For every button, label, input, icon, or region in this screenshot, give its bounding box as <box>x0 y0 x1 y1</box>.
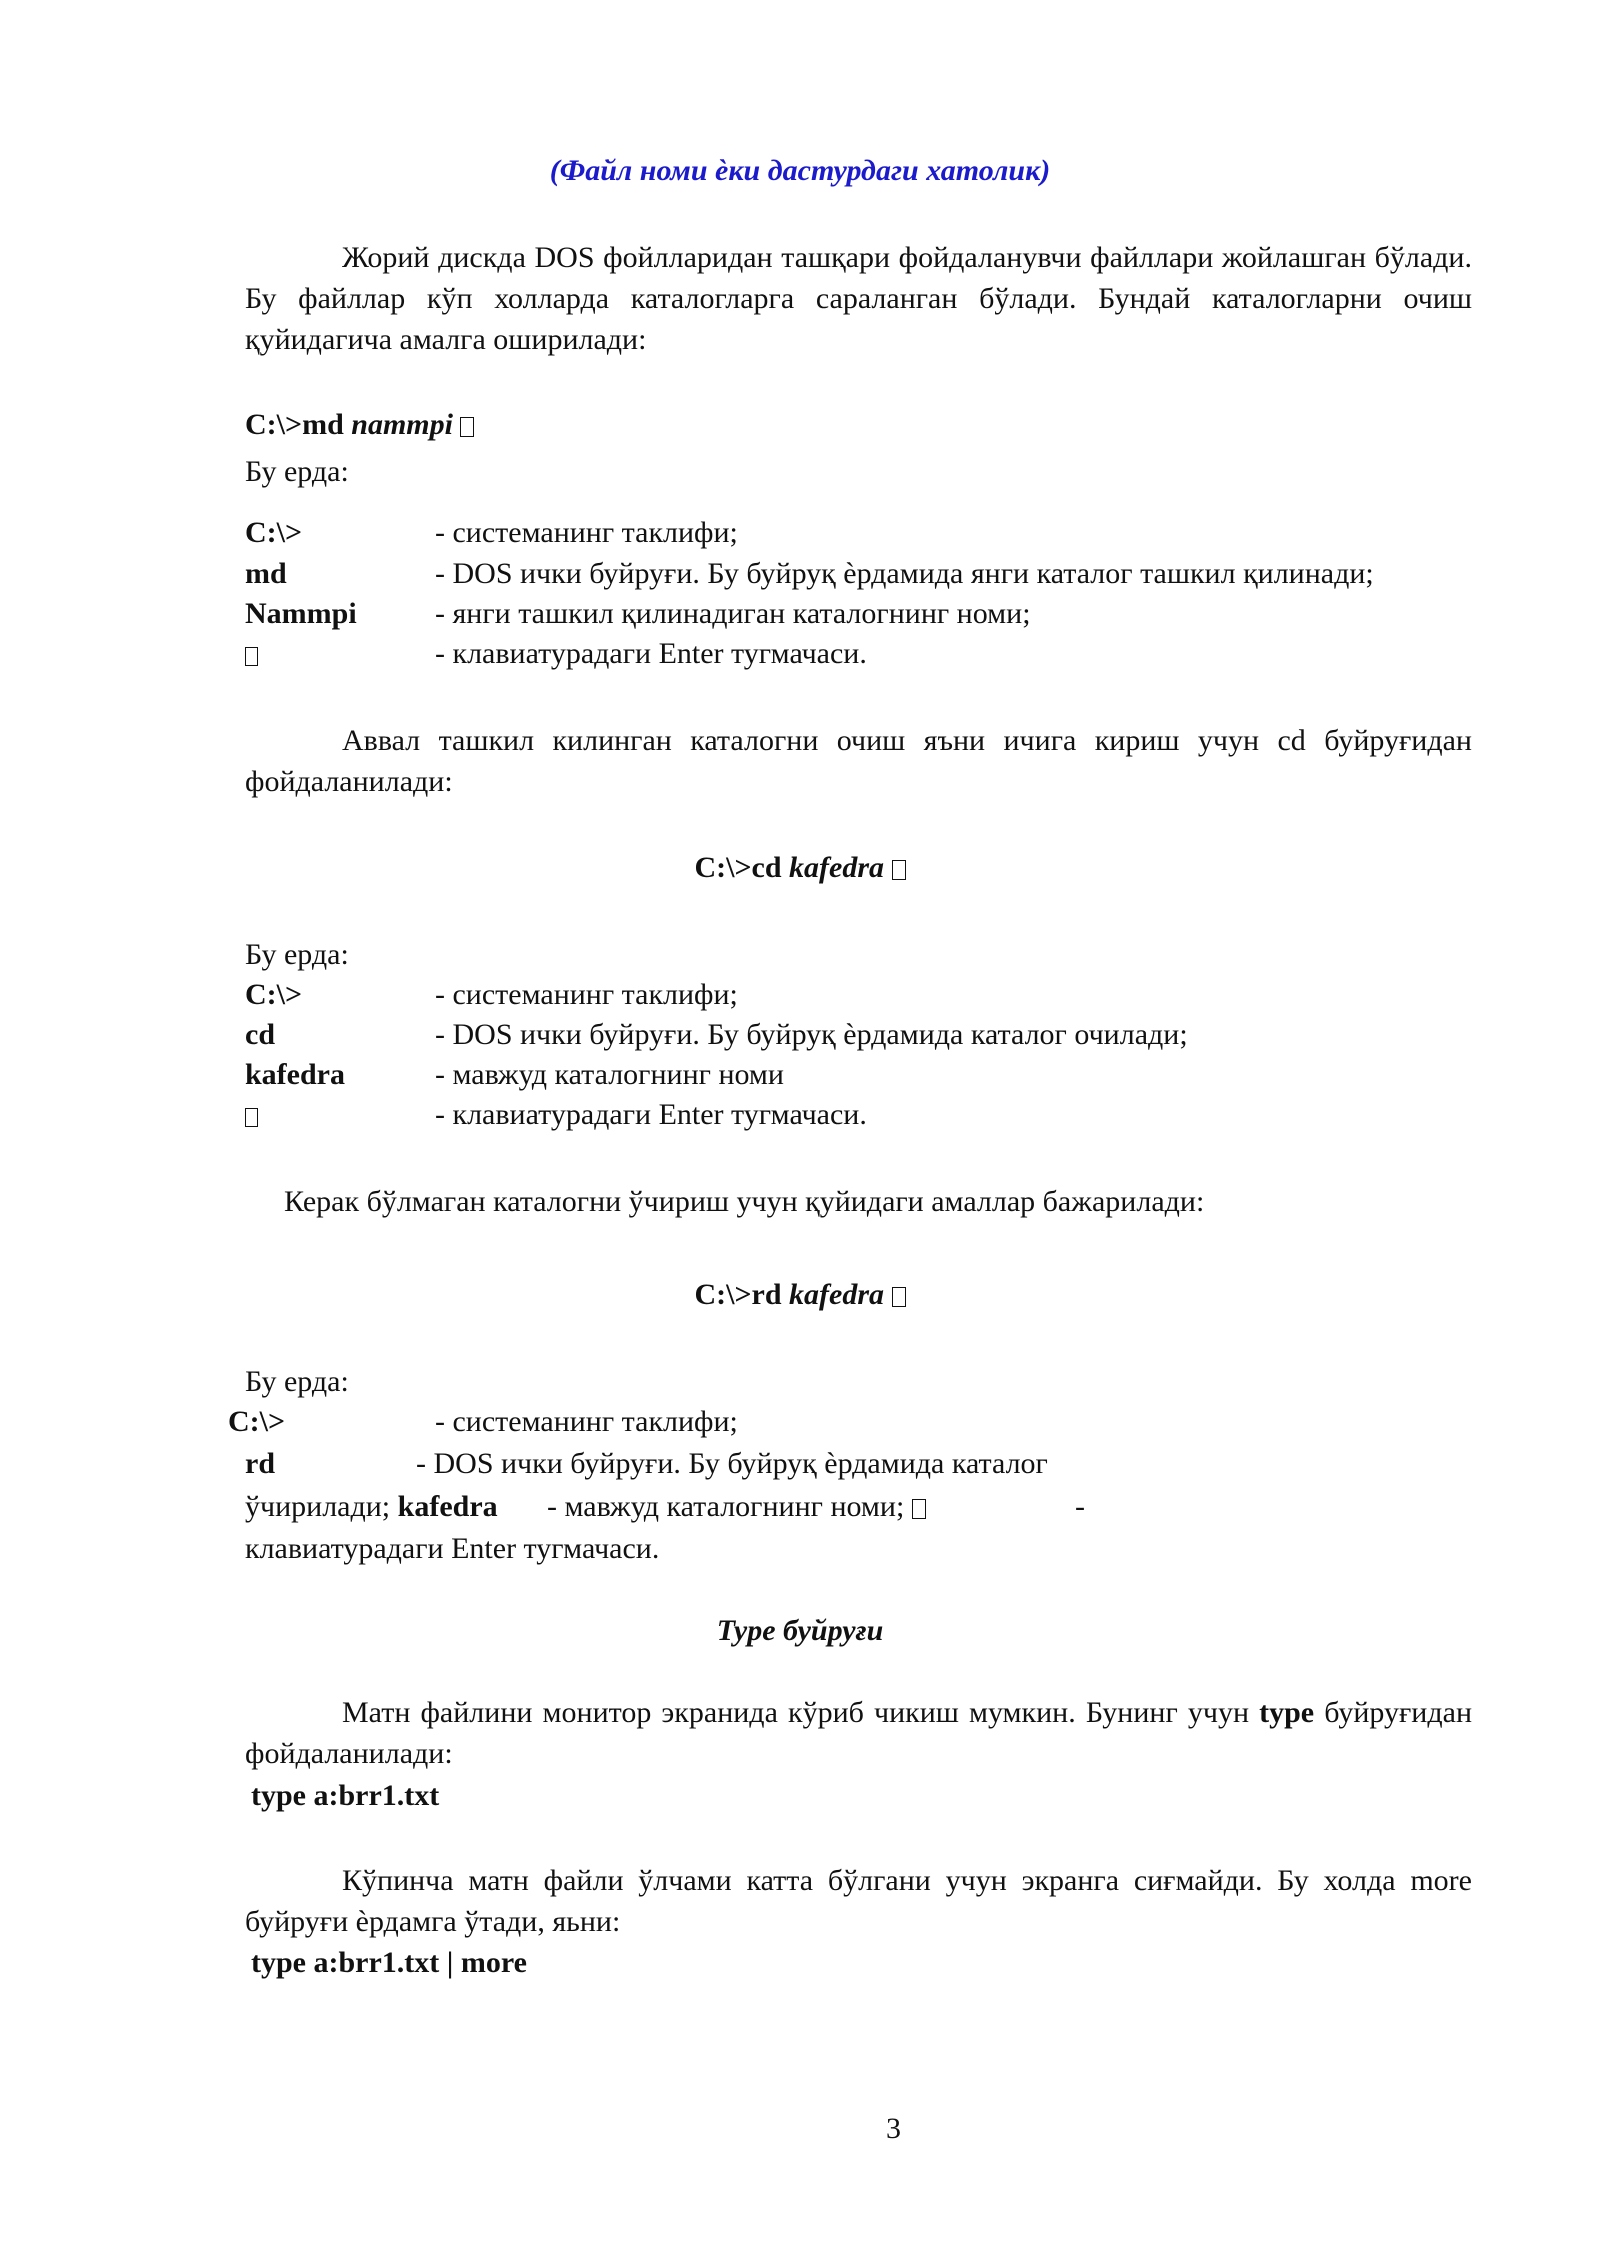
cd-def-desc: - клавиатурадаги Enter тугмачаси. <box>435 1098 867 1131</box>
cd-def-desc: - системанинг таклифи; <box>435 978 738 1011</box>
enter-key-icon <box>892 1287 906 1307</box>
more-example: type a:brr1.txt | more <box>251 1946 527 1979</box>
md-def-desc: - клавиатурадаги Enter тугмачаси. <box>435 637 867 670</box>
rd-command-line <box>0 1274 1600 1315</box>
type-keyword: type <box>1259 1696 1315 1729</box>
md-def-desc: - системанинг таклифи; <box>435 516 738 549</box>
enter-key-icon <box>912 1499 926 1519</box>
more-paragraph <box>245 1860 1472 1942</box>
enter-key-icon <box>245 647 258 666</box>
cd-command-arg: kafedra <box>789 851 885 884</box>
cd-def-enter <box>245 1094 258 1135</box>
rd-where-label: Бу ерда: <box>245 1365 349 1398</box>
md-def-enter <box>245 633 258 674</box>
cd-def-desc: - мавжуд каталогнинг номи <box>435 1058 784 1091</box>
rd-line3-dash: - <box>1075 1490 1085 1523</box>
more-paragraph-text: Кўпинча матн файли ўлчами катта бўлгани учун экранга сиғмайди. Бу холда more буйруғи ѐрдамга ўтади, яьни: <box>245 1864 1472 1938</box>
intro-text: Жорий дискда DOS фойлларидан ташқари фойдаланувчи файллари жойлашган бўлади. Бу файллар кўп холларда каталогларга сараланган бўлади. Бундай каталогларни очиш қуйидагича амалга оширилади: <box>245 241 1472 356</box>
error-heading: (Файл номи ѐки дастурдаги хатолик) <box>549 154 1051 187</box>
md-where-label: Бу ерда: <box>245 455 349 488</box>
md-command-line <box>245 404 474 445</box>
cd-command-line <box>0 847 1600 888</box>
cd-def-term: C:\> <box>245 978 303 1011</box>
cd-paragraph <box>245 720 1472 802</box>
md-command-arg: nammpi <box>351 408 453 441</box>
rd-line3-term: kafedra <box>397 1490 498 1523</box>
rd-line3-desc <box>547 1486 926 1527</box>
cd-def-desc: - DOS ички буйруғи. Бу буйруқ ѐрдамида каталог очилади; <box>435 1018 1188 1051</box>
enter-key-icon <box>892 860 906 880</box>
md-def-desc: - DOS ички буйруғи. Бу буйруқ ѐрдамида янги каталог ташкил қилинади; <box>435 557 1374 590</box>
rd-paragraph: Керак бўлмаган каталогни ўчириш учун қуйидаги амаллар бажарилади: <box>284 1185 1205 1218</box>
type-paragraph-part-a: Матн файлини монитор экранида кўриб чикиш мумкин. Бунинг учун <box>342 1696 1260 1729</box>
page-number: 3 <box>886 2112 901 2145</box>
type-paragraph <box>245 1692 1472 1774</box>
type-example: type a:brr1.txt <box>251 1779 440 1812</box>
intro-paragraph <box>245 237 1472 360</box>
md-def-desc: - янги ташкил қилинадиган каталогнинг номи; <box>435 597 1031 630</box>
cd-command-prefix: C:\>cd <box>694 851 790 884</box>
md-command-prefix: C:\>md <box>245 408 352 441</box>
cd-paragraph-text: Аввал ташкил килинган каталогни очиш яъни ичига кириш учун cd буйруғидан фойдаланилади: <box>245 724 1472 798</box>
rd-line3-desc-text: - мавжуд каталогнинг номи; <box>547 1490 905 1523</box>
cd-def-term: cd <box>245 1018 275 1051</box>
cd-where-label: Бу ерда: <box>245 938 349 971</box>
type-paragraph-part-b: буйруғидан фойдаланилади: <box>245 1696 1472 1770</box>
rd-def-desc: - системанинг таклифи; <box>435 1405 738 1438</box>
type-paragraph-text <box>245 1692 1472 1774</box>
rd-line3-text: ўчирилади; <box>245 1490 398 1523</box>
md-def-term: C:\> <box>245 516 303 549</box>
rd-command-arg: kafedra <box>789 1278 885 1311</box>
md-def-term: md <box>245 557 287 590</box>
enter-key-icon <box>245 1108 258 1127</box>
type-heading: Type буйруғи <box>716 1614 884 1647</box>
md-def-term: Nammpi <box>245 597 357 630</box>
enter-key-icon <box>460 417 474 437</box>
rd-def-term: C:\> <box>228 1405 286 1438</box>
rd-command-prefix: C:\>rd <box>694 1278 790 1311</box>
rd-line-4: клавиатурадаги Enter тугмачаси. <box>245 1532 660 1565</box>
cd-def-term: kafedra <box>245 1058 345 1091</box>
rd-def-desc: - DOS ички буйруғи. Бу буйруқ ѐрдамида каталог <box>416 1447 1048 1480</box>
rd-def-term: rd <box>245 1447 275 1480</box>
rd-line-3 <box>245 1486 498 1527</box>
